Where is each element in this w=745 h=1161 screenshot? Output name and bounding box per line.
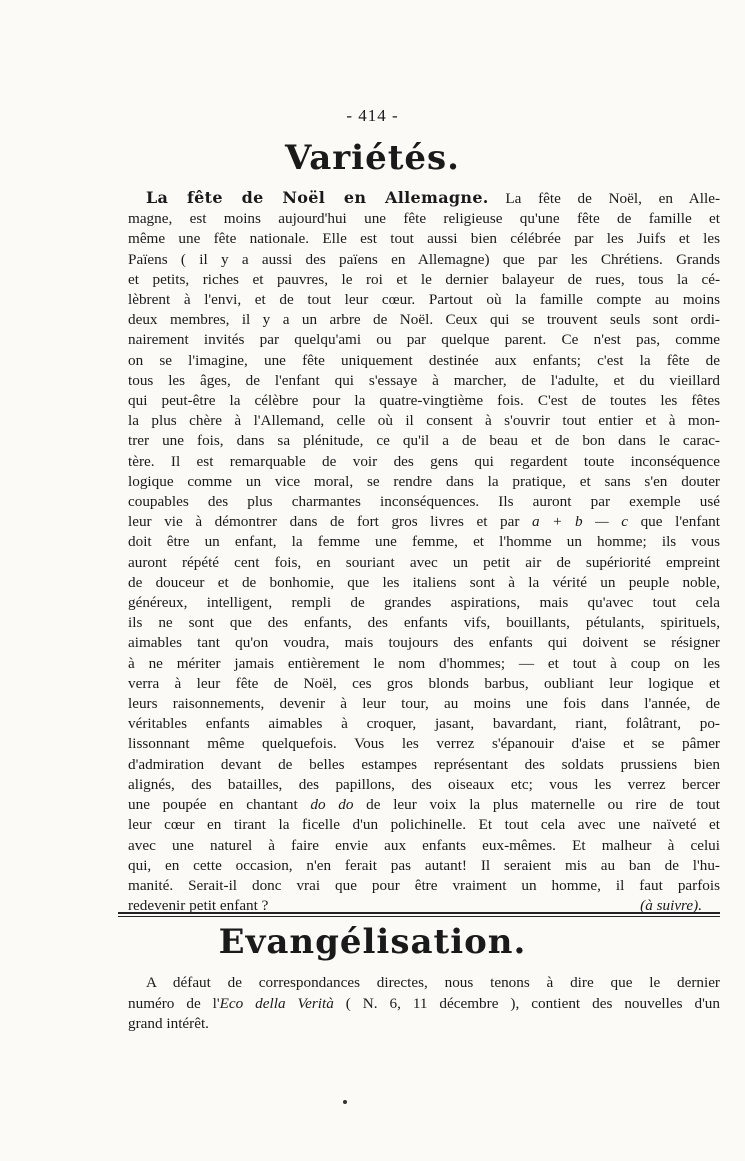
- article-line: véritables enfants aimables à croquer, jasant, bavardant, riant, folâtrant, po-: [128, 715, 720, 733]
- publication-title: Eco della Verità: [219, 994, 334, 1012]
- article-last-line: redevenir petit enfant ? (à suivre).: [128, 896, 720, 916]
- article-line: manité. Serait-il donc vrai que pour être vraiment un homme, il faut parfois: [128, 876, 720, 894]
- article-line: A défaut de correspondances directes, nous tenons à dire que le dernier: [146, 974, 720, 991]
- article-evangelisation: [128, 973, 720, 1035]
- ink-dot: [343, 1100, 347, 1104]
- article-line: alignés, des batailles, des papillons, des oiseaux etc; vous les verrez bercer: [128, 775, 720, 793]
- page-number: - 414 -: [346, 106, 399, 125]
- article-line-dodo: une poupée en chantant do do de leur voix la plus maternelle ou rire de tout: [128, 796, 720, 814]
- article-line: magne, est moins aujourd'hui une fête religieuse qu'une fête de famille et: [128, 210, 720, 228]
- article-lead-heading: La fête de Noël en Allemagne.: [146, 188, 489, 207]
- section-title-evangelisation: Evangélisation.: [218, 922, 527, 962]
- article-line: trer une fois, dans sa plénitude, ce qu'il a de beau et de bon dans le carac-: [128, 432, 720, 450]
- article-line-eco: numéro de l'Eco della Verità ( N. 6, 11 décembre ), contient des nouvelles d'un: [128, 994, 720, 1012]
- article-line-formula: leur vie à démontrer dans de fort gros livres et par a + b — c que l'enfant: [128, 513, 720, 531]
- article-line: leurs raisonnements, devenir à leur tour, au moins une fois dans l'année, de: [128, 695, 720, 713]
- article-line: coupables des plus charmantes inconséquences. Ils auront par exemple usé: [128, 493, 720, 511]
- article-line: grand intérêt.: [128, 1015, 209, 1032]
- article-line: et petits, riches et pauvres, le roi et le dernier balayeur de rues, tous la cé-: [128, 270, 720, 288]
- article-line: leur cœur en tirant la ficelle d'un polichinelle. Et tout cela avec une naïveté et: [128, 816, 720, 834]
- to-be-continued: (à suivre).: [640, 897, 702, 915]
- article-line: généreux, intelligent, rempli de grandes aspirations, mais qu'avec tout cela: [128, 594, 720, 612]
- article-line: qui peut-être la célèbre pour la quatre-vingtième fois. C'est de toutes les fêtes: [128, 392, 720, 410]
- article-line: la plus chère à l'Allemand, celle où il consent à s'ouvrir tout entier et à mon-: [128, 412, 720, 430]
- article-line: tous les âges, de l'enfant qui s'essaye à marcher, de l'adulte, et du vieillard: [128, 371, 720, 389]
- article-first-line: La fête de Noël en Allemagne. La fête de Noël, en Alle-: [146, 188, 720, 207]
- article-line: ils ne sont que des enfants, des enfants vifs, bouillants, pétulants, spirituels,: [128, 614, 720, 632]
- article-line: aimables tant qu'on voudra, mais toujours des enfants qui doivent se résigner: [128, 634, 720, 652]
- section-divider: [118, 912, 720, 917]
- article-line: lèbrent à l'envi, et de tout leur cœur. Partout où la famille compte au moins: [128, 291, 720, 309]
- article-line: de douceur et de bonhomie, que les italiens sont à la vérité un peuple noble,: [128, 573, 720, 591]
- article-line: deux membres, il y a un arbre de Noël. Ceux qui se trouvent seuls sont ordi-: [128, 311, 720, 329]
- section-title-varietes: Variétés.: [284, 138, 461, 178]
- article-line: doit être un enfant, la femme une femme, et l'homme un homme; ils vous: [128, 533, 720, 551]
- article-fete-noel: [128, 188, 720, 916]
- article-line: nairement invités par quelqu'ami ou par quelque parent. Ce n'est pas, comme: [128, 331, 720, 349]
- article-line: tère. Il est remarquable de voir des gens qui regardent toute inconséquence: [128, 452, 720, 470]
- article-line: d'admiration devant de belles estampes représentant des soldats prussiens bien: [128, 755, 720, 773]
- article-line: qui, en cette occasion, n'en ferait pas autant! Il seraient mis au ban de l'hu-: [128, 856, 720, 874]
- article-line: même une fête nationale. Elle est tout aussi bien célébrée par les Juifs et les: [128, 230, 720, 248]
- article-line: auront répété cent fois, en souriant avec un petit air de supériorité empreint: [128, 553, 720, 571]
- article-line: avec une naturel à faire envie aux enfants eux-mêmes. Et malheur à celui: [128, 836, 720, 854]
- italic-phrase: do do: [310, 796, 354, 814]
- article-line: logique comme un vice moral, se rendre dans la pratique, et sans s'en douter: [128, 472, 720, 490]
- article-line: on se l'imagine, une fête uniquement destinée aux enfants; c'est la fête de: [128, 351, 720, 369]
- article-line: à ne mériter jamais entièrement le nom d'hommes; — et tout à coup on les: [128, 654, 720, 672]
- article-line: verra à leur fête de Noël, ces gros blonds barbus, oubliant leur logique et: [128, 674, 720, 692]
- article-line: lissonnant même quelquefois. Vous les verrez s'épanouir d'aise et se pâmer: [128, 735, 720, 753]
- formula: a + b — c: [532, 513, 629, 531]
- article-line: Païens ( il y a aussi des païens en Allemagne) que par les Chrétiens. Grands: [128, 250, 720, 268]
